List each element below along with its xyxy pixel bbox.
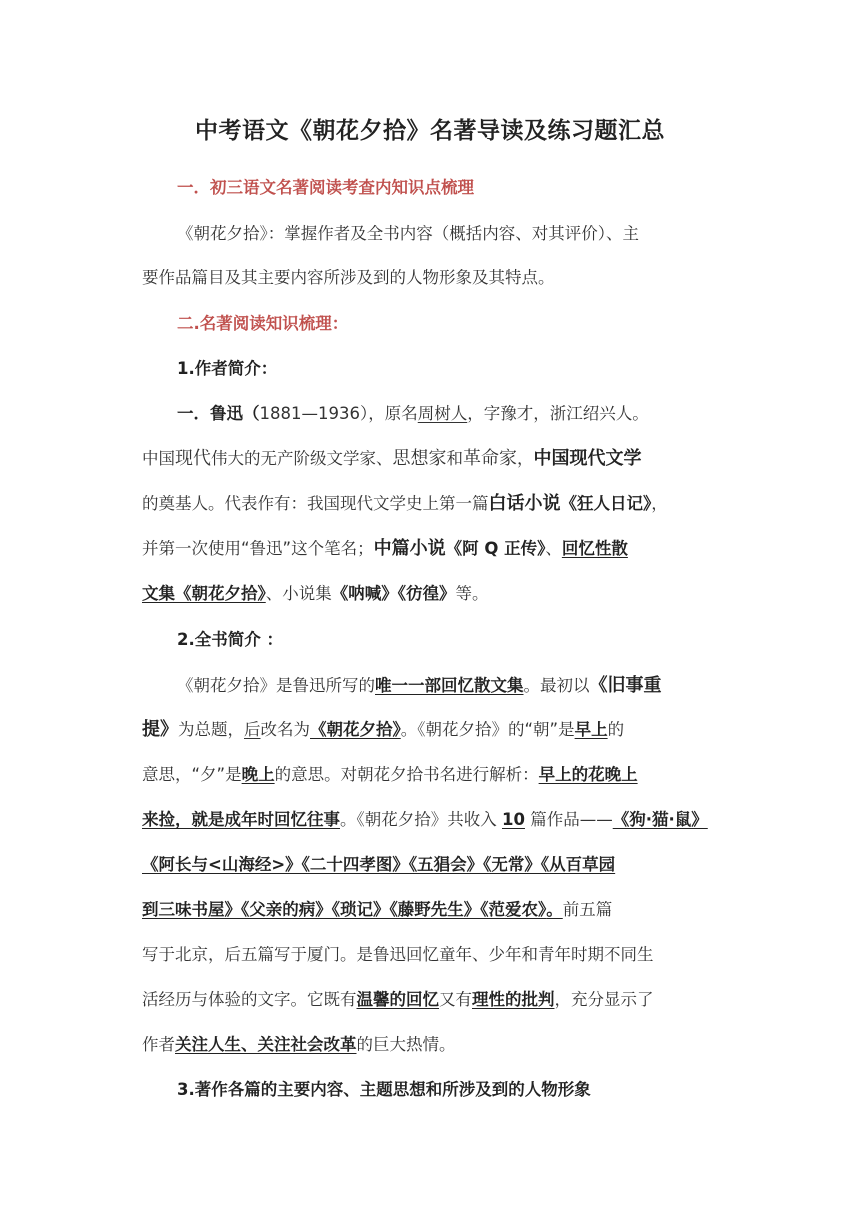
section2-heading: 二.名著阅读知识梳理： [177,314,349,333]
text-span: 活经历与体验的文字。它既有 [142,990,357,1009]
book-line9 [142,1033,722,1057]
book-line4 [142,808,722,832]
author-years: 1881—1936），原名 [259,404,418,423]
author-real-name: 周树人 [417,404,468,423]
book-heading: 2.全书简介 ： [177,630,283,649]
text-span: 理性的批判 [472,990,555,1009]
text-span: ，充分显示了 [554,990,654,1009]
book-line8 [142,988,722,1012]
text-span: 后 [244,720,261,739]
text-span: 为总题， [178,720,244,739]
text-span: 回忆性散 [561,539,628,558]
author-line2 [142,447,722,471]
book-line3 [142,763,722,787]
text-span: 《朝花夕拾》是鲁迅所写的 [177,676,375,695]
text-span: 中国现代文学 [533,448,642,469]
works-heading: 3.著作各篇的主要内容、主题思想和所涉及到的人物形象 [177,1080,591,1099]
text-span: 等。 [455,584,489,603]
text-span: 并第一次使用“鲁迅”这个笔名； [142,539,374,558]
text-span: 思想家 [392,448,447,469]
text-span: 篇作品—— [524,810,613,829]
text-span: 作者 [142,1035,175,1054]
text-span: 早上 [574,720,608,739]
book-line2 [142,718,722,742]
text-span: 来捡，就是成年时回忆往事 [142,810,340,829]
text-span: 的巨大热情。 [356,1035,456,1054]
text-span: 《呐喊》《彷徨》 [331,584,456,603]
text-span: 意思，“夕”是 [142,765,242,784]
author-line5 [142,582,722,606]
text-span: 早上的花晚上 [538,765,638,784]
author-line4 [142,537,722,561]
text-span: 现代 [175,448,211,469]
text-span: 前五篇 [562,900,613,919]
author-name: 一．鲁迅（ [177,404,260,423]
section1-heading: 一．初三语文名著阅读考查内知识点梳理 [177,178,474,197]
text-span: 《阿 Q 正传》 [445,539,546,558]
text-span: 革命家 [463,448,517,469]
text-span: 晚上 [241,765,275,784]
text-span: 又有 [439,990,472,1009]
text-span: 中国 [142,449,175,468]
text-span: 到三味书屋》《父亲的病》《琐记》《藤野先生》《范爱农》 [142,900,547,919]
text-span: 中篇小说 [373,538,446,559]
author-heading: 1.作者简介： [177,359,278,378]
book-line1 [177,674,757,698]
text-span: 、小说集 [265,584,332,603]
book-line7: 写于北京，后五篇写于厦门。是鲁迅回忆童年、少年和青年时期不同生 [142,945,654,964]
text-span: ， [517,449,534,468]
text-span: 改名为 [260,720,310,739]
text-span: 温馨的回忆 [356,990,439,1009]
text-span: 。 [546,900,563,919]
text-span: 伟大的无产阶级文学家、 [211,449,393,468]
book-line6 [142,898,722,922]
text-span: ， [651,494,668,513]
text-span: 和 [446,449,463,468]
text-span: 《狂人日记》 [560,494,652,513]
text-span: 的奠基人。代表作有：我国现代文学史上第一篇 [142,494,489,513]
text-span: 。《朝花夕拾》的“朝”是 [400,720,575,739]
text-span: 10 [502,810,525,829]
text-span: 、 [545,539,562,558]
text-span: 的 [607,720,625,739]
book-line5: 《阿长与<山海经>》《二十四孝图》《五猖会》《无常》《从百草园 [142,855,616,874]
text-span: 《旧事重 [589,675,662,696]
text-span: 唯一一部回忆散文集 [375,676,524,695]
text-span: 。最初以 [523,676,590,695]
text-span: 《狗·猫·鼠》 [612,810,708,829]
text-span: 。《朝花夕拾》共收入 [340,810,502,829]
text-span: 关注人生、关注社会改革 [175,1035,357,1054]
text-span: 白话小说 [488,493,561,514]
document-title: 中考语文《朝花夕拾》名著导读及练习题汇总 [195,118,665,144]
author-line1 [177,402,757,426]
text-span: 提》 [142,719,178,740]
author-line3 [142,492,722,516]
text-span: 的意思。对朝花夕拾书名进行解析： [274,765,539,784]
text-span: 文集《朝花夕拾》 [142,584,266,603]
text-span: 《朝花夕拾》 [310,720,401,739]
section1-paragraph-line2: 要作品篇目及其主要内容所涉及到的人物形象及其特点。 [142,268,555,287]
section1-paragraph-line1: 《朝花夕拾》：掌握作者及全书内容（概括内容、对其评价）、主 [177,224,639,243]
author-origin: ，字豫才，浙江绍兴人。 [467,404,649,423]
